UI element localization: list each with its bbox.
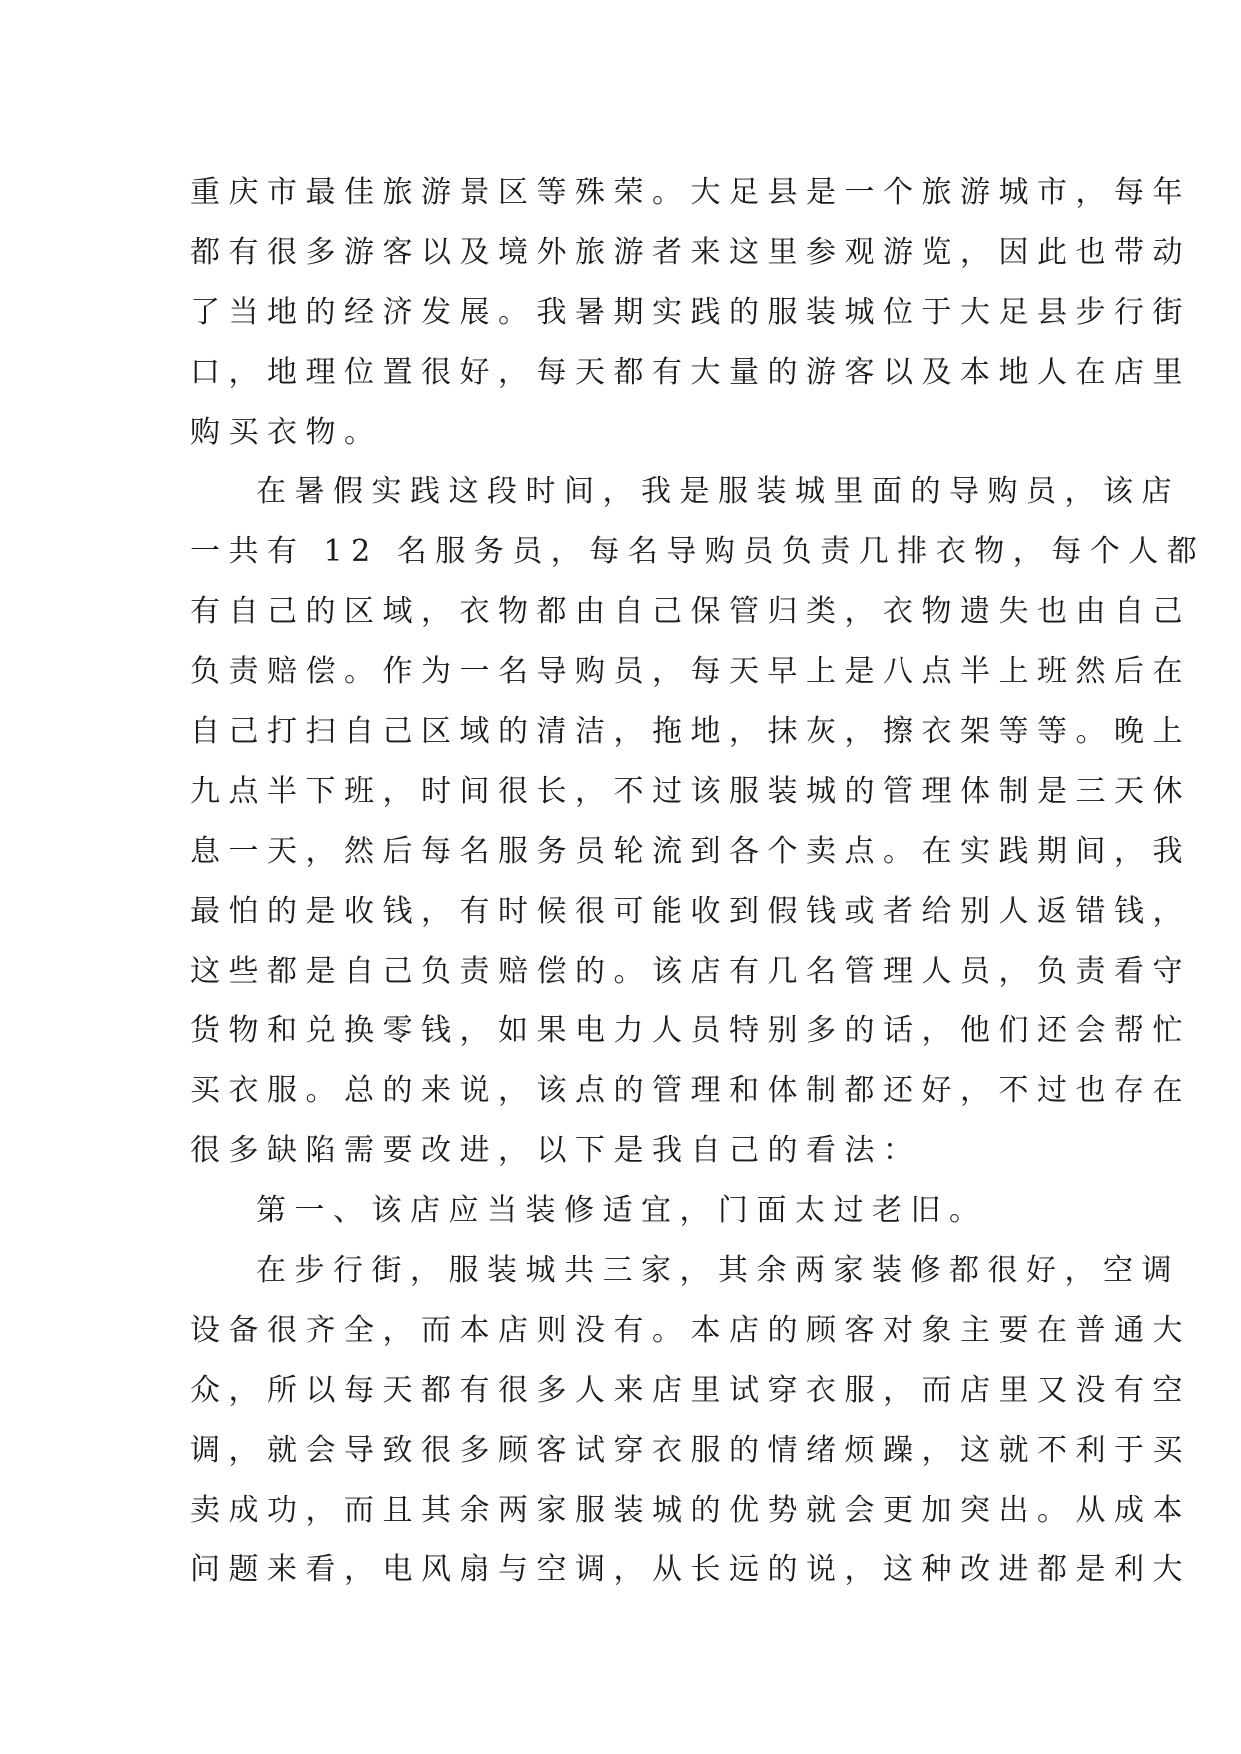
text-line: 自己打扫自己区域的清洁，拖地，抹灰，擦衣架等等。晚上 [190, 714, 1191, 750]
text-line: 设备很齐全，而本店则没有。本店的顾客对象主要在普通大 [190, 1312, 1191, 1348]
text-line: 有自己的区域，衣物都由自己保管归类，衣物遗失也由自己 [190, 594, 1191, 630]
text-line: 重庆市最佳旅游景区等殊荣。大足县是一个旅游城市，每年 [190, 175, 1191, 210]
text-line: 调，就会导致很多顾客试穿衣服的情绪烦躁，这就不利于买 [190, 1432, 1191, 1468]
text-line: 负责赔偿。作为一名导购员，每天早上是八点半上班然后在 [190, 654, 1191, 690]
text-line: 货物和兑换零钱，如果电力人员特别多的话，他们还会帮忙 [190, 1013, 1191, 1049]
text-line: 问题来看，电风扇与空调，从长远的说，这种改进都是利大 [190, 1552, 1191, 1588]
text-line: 息一天，然后每名服务员轮流到各个卖点。在实践期间，我 [190, 833, 1191, 869]
text-line: 很多缺陷需要改进，以下是我自己的看法： [190, 1133, 922, 1169]
text-line: 在步行街，服装城共三家，其余两家装修都很好，空调 [256, 1253, 1180, 1289]
text-line: 都有很多游客以及境外旅游者来这里参观游览，因此也带动 [190, 234, 1191, 270]
text-line: 了当地的经济发展。我暑期实践的服装城位于大足县步行街 [190, 294, 1191, 330]
text-line: 一共有 12 名服务员，每名导购员负责几排衣物，每个人都 [190, 534, 1206, 570]
text-line: 口，地理位置很好，每天都有大量的游客以及本地人在店里 [190, 354, 1191, 390]
text-line: 这些都是自己负责赔偿的。该店有几名管理人员，负责看守 [190, 953, 1191, 989]
text-line: 九点半下班，时间很长，不过该服装城的管理体制是三天休 [190, 773, 1191, 809]
text-line: 众，所以每天都有很多人来店里试穿衣服，而店里又没有空 [190, 1372, 1191, 1408]
text-line: 第一、该店应当装修适宜，门面太过老旧。 [256, 1193, 988, 1229]
text-line: 卖成功，而且其余两家服装城的优势就会更加突出。从成本 [190, 1492, 1191, 1528]
text-line: 购买衣物。 [190, 414, 383, 450]
text-line: 买衣服。总的来说，该点的管理和体制都还好，不过也存在 [190, 1073, 1191, 1109]
document-body [190, 163, 1206, 1600]
text-line: 在暑假实践这段时间，我是服装城里面的导购员，该店 [256, 474, 1180, 510]
text-line: 最怕的是收钱，有时候很可能收到假钱或者给别人返错钱， [190, 893, 1191, 929]
